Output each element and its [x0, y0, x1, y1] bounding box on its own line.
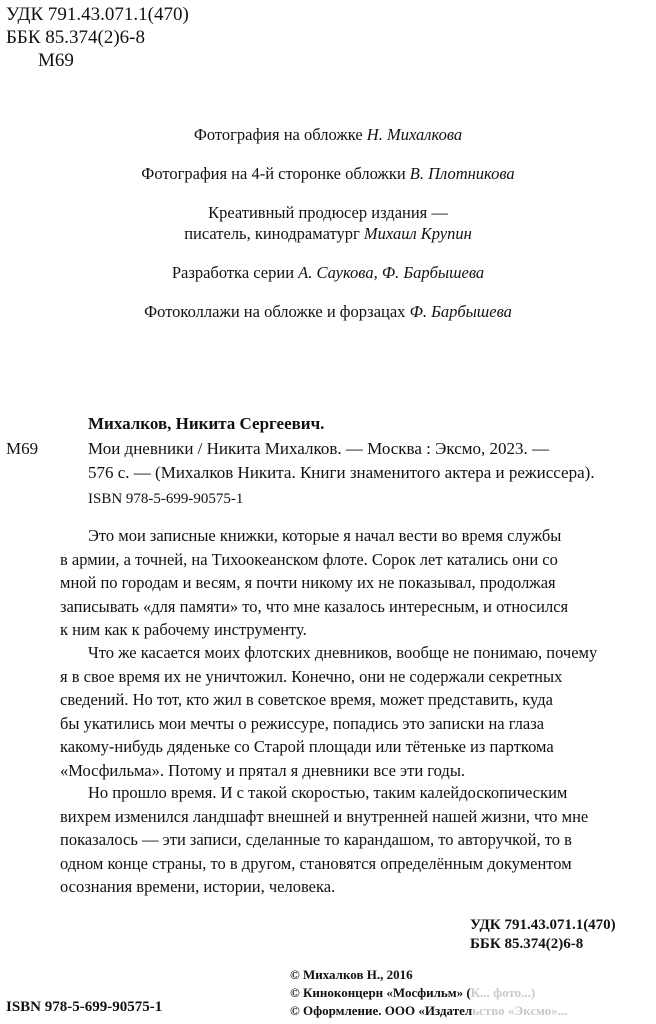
udk-code-bottom: УДК 791.43.071.1(470): [470, 917, 616, 933]
credit-role: писатель, кинодраматург: [184, 224, 360, 243]
credit-producer-line1: [0, 202, 656, 223]
text-line: вихрем изменился ландшафт внешней и внутренней нашей жизни, что мне: [60, 806, 589, 826]
text-line: «Мосфильма». Потому и прятал я дневники все эти годы.: [60, 760, 466, 780]
text-line: какому-нибудь дяденьке со Старой площади или тётеньке из парткома: [60, 737, 554, 756]
watermark-obscured-text: ьство «Эксмо»...: [472, 1003, 568, 1018]
copyright-text: © Оформление. ООО «Издател: [290, 1003, 473, 1018]
bbk-code-bottom: ББК 85.374(2)6-8: [470, 936, 584, 952]
credit-role: Креативный продюсер издания —: [208, 203, 448, 222]
text-line: к ним как к рабочему инструменту.: [60, 620, 307, 639]
author-mark-top: М69: [38, 50, 74, 71]
credit-name: Ф. Барбышева: [409, 302, 512, 321]
bib-author-mark: М69: [6, 439, 39, 458]
bib-series-line: 576 с. — (Михалков Никита. Книги знаменитого актера и режиссера).: [88, 463, 595, 482]
credit-photo-collages: [0, 301, 656, 322]
copyright-author: © Михалков Н., 2016: [290, 967, 413, 982]
udk-code-top: УДК 791.43.071.1(470): [6, 4, 189, 25]
text-line: мной по городам и весям, я почти никому их не показывал, продолжая: [60, 573, 556, 592]
bib-isbn: ISBN 978-5-699-90575-1: [88, 491, 244, 507]
annotation-paragraph-2: [60, 641, 648, 782]
text-line: одном конце страны, то в другом, становятся определённым документом: [60, 853, 572, 873]
credit-name: Н. Михалкова: [366, 125, 463, 144]
text-line: сведений. Но тот, кто жил в советское время, может представить, куда: [60, 690, 553, 709]
text-line: Это мои записные книжки, которые я начал вести во время службы: [88, 526, 562, 545]
text-line: в армии, а точней, на Тихоокеанском флоте. Сорок лет катались они со: [60, 549, 558, 569]
text-line: Что же касается моих флотских дневников, вообще не понимаю, почему: [88, 643, 598, 662]
text-line: осознания времени, истории, человека.: [60, 877, 336, 896]
credit-role: Разработка серии: [171, 263, 295, 282]
text-line: Но прошло время. И с такой скоростью, таким калейдоскопическим: [88, 783, 568, 802]
credit-name: Михаил Крупин: [363, 224, 472, 243]
text-line: записывать «для памяти» то, что мне казалось интересным, и относился: [60, 596, 569, 616]
credit-name: А. Саукова, Ф. Барбышева: [298, 263, 485, 282]
bib-author: Михалков, Никита Сергеевич.: [88, 414, 325, 433]
watermark-obscured-text: К... фото...): [470, 985, 536, 1000]
annotation-paragraph-3: [60, 781, 648, 899]
credit-series-design: [0, 262, 656, 283]
credit-role: Фотоколлажи на обложке и форзацах: [144, 302, 406, 321]
copyright-mosfilm: [290, 984, 535, 1001]
bib-title-line: Мои дневники / Никита Михалков. — Москва : Эксмо, 2023. —: [88, 439, 549, 458]
text-line: бы укатились мои мечты о режиссуре, попадись это записки на глаза: [60, 713, 545, 733]
credit-back-photo: [0, 163, 656, 184]
credit-role: Фотография на 4-й сторонке обложки: [141, 164, 406, 183]
credit-cover-photo: [0, 124, 656, 145]
text-line: показалось — эти записи, сделанные то карандашом, то авторучкой, то в: [60, 830, 572, 849]
annotation-paragraph-1: [60, 524, 648, 642]
bbk-code-top: ББК 85.374(2)6-8: [6, 27, 145, 48]
text-line: я в свое время их не уничтожил. Конечно, они не содержали секретных: [60, 666, 563, 686]
isbn-bottom: ISBN 978-5-699-90575-1: [6, 999, 163, 1015]
credit-name: В. Плотникова: [409, 164, 515, 183]
credit-role: Фотография на обложке: [193, 125, 363, 144]
credit-producer-line2: [0, 223, 656, 244]
copyright-design: [290, 1002, 568, 1019]
copyright-text: © Киноконцерн «Мосфильм» (: [290, 985, 471, 1000]
